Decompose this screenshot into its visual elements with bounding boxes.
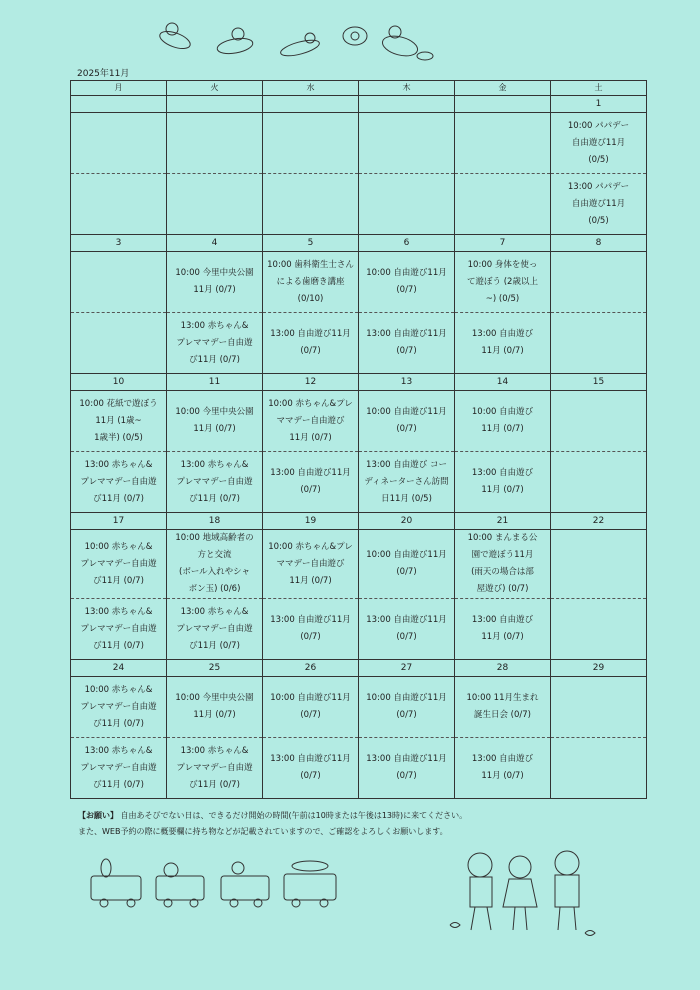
afternoon-slot-cell <box>551 174 647 235</box>
calendar-table <box>70 80 647 799</box>
date-row <box>71 235 647 252</box>
afternoon-slot-cell <box>263 174 359 235</box>
afternoon-slot-cell <box>455 174 551 235</box>
event-text: 13:00 赤ちゃん& プレママデー自由遊 び11月 (0/7) <box>80 606 157 651</box>
event-text: 13:00 赤ちゃん& プレママデー自由遊 び11月 (0/7) <box>176 606 253 651</box>
afternoon-slot-cell <box>455 452 551 513</box>
date-cell: 17 <box>71 513 167 530</box>
date-cell: 21 <box>455 513 551 530</box>
vegetable-carts-illustration <box>86 858 346 908</box>
event-text: 13:00 赤ちゃん& プレママデー自由遊 び11月 (0/7) <box>176 459 253 504</box>
date-cell: 12 <box>263 374 359 391</box>
notes-line-1: 自由あそびでない日は、できるだけ開始の時間(午前は10時または午後は13時)に来てください。 <box>120 811 468 820</box>
weekday-header: 金 <box>455 81 551 96</box>
afternoon-slot-cell <box>71 452 167 513</box>
event-text: 13:00 自由遊び11月 (0/7) <box>270 329 351 356</box>
morning-slot-cell <box>71 530 167 599</box>
afternoon-slot-cell <box>551 313 647 374</box>
weekday-header: 月 <box>71 81 167 96</box>
event-text: 10:00 自由遊び11月 (0/7) <box>270 693 351 720</box>
afternoon-slot-cell <box>167 738 263 799</box>
morning-slot-row <box>71 113 647 174</box>
afternoon-slot-cell <box>359 452 455 513</box>
afternoon-slot-cell <box>359 599 455 660</box>
morning-slot-cell <box>455 530 551 599</box>
event-text: 10:00 赤ちゃん& プレママデー自由遊 び11月 (0/7) <box>80 541 157 586</box>
afternoon-slot-cell <box>263 599 359 660</box>
morning-slot-cell <box>263 530 359 599</box>
afternoon-slot-cell <box>71 738 167 799</box>
event-text: 13:00 自由遊び 11月 (0/7) <box>471 329 534 356</box>
morning-slot-cell <box>263 391 359 452</box>
date-cell: 3 <box>71 235 167 252</box>
morning-slot-cell <box>167 113 263 174</box>
afternoon-slot-cell <box>551 738 647 799</box>
afternoon-slot-row <box>71 452 647 513</box>
morning-slot-cell <box>167 391 263 452</box>
morning-slot-cell <box>71 252 167 313</box>
afternoon-slot-cell <box>359 738 455 799</box>
afternoon-slot-cell <box>551 599 647 660</box>
event-text: 10:00 自由遊び11月 (0/7) <box>366 268 447 295</box>
date-cell <box>359 96 455 113</box>
event-text: 13:00 赤ちゃん& プレママデー自由遊 び11月 (0/7) <box>80 459 157 504</box>
afternoon-slot-row <box>71 313 647 374</box>
morning-slot-cell <box>263 113 359 174</box>
event-text: 10:00 11月生まれ 誕生日会 (0/7) <box>466 693 539 720</box>
date-row <box>71 660 647 677</box>
afternoon-slot-cell <box>359 174 455 235</box>
event-text: 10:00 身体を使っ て遊ぼう (2歳以上 ~) (0/5) <box>467 259 538 304</box>
weekday-header: 土 <box>551 81 647 96</box>
date-cell: 15 <box>551 374 647 391</box>
afternoon-slot-row <box>71 738 647 799</box>
date-cell: 1 <box>551 96 647 113</box>
morning-slot-cell <box>359 677 455 738</box>
date-cell: 27 <box>359 660 455 677</box>
date-row <box>71 96 647 113</box>
date-cell: 18 <box>167 513 263 530</box>
afternoon-slot-cell <box>71 313 167 374</box>
afternoon-slot-cell <box>167 313 263 374</box>
morning-slot-row <box>71 530 647 599</box>
afternoon-slot-cell <box>167 174 263 235</box>
event-text: 10:00 まんまる公 園で遊ぼう11月 (雨天の場合は部 屋遊び) (0/7) <box>467 533 538 594</box>
morning-slot-cell <box>455 113 551 174</box>
afternoon-slot-cell <box>263 313 359 374</box>
event-text: 10:00 自由遊び11月 (0/7) <box>366 407 447 434</box>
afternoon-slot-cell <box>455 738 551 799</box>
event-text: 10:00 自由遊び 11月 (0/7) <box>471 407 534 434</box>
morning-slot-cell <box>359 530 455 599</box>
event-text: 10:00 花紙で遊ぼう 11月 (1歳~ 1歳半) (0/5) <box>79 398 158 443</box>
weekday-header: 木 <box>359 81 455 96</box>
afternoon-slot-cell <box>455 599 551 660</box>
morning-slot-cell <box>167 530 263 599</box>
morning-slot-row <box>71 252 647 313</box>
date-cell: 10 <box>71 374 167 391</box>
afternoon-slot-cell <box>263 738 359 799</box>
date-cell: 14 <box>455 374 551 391</box>
date-row <box>71 513 647 530</box>
event-text: 10:00 今里中央公園 11月 (0/7) <box>175 407 254 434</box>
event-text: 13:00 自由遊び11月 (0/7) <box>270 615 351 642</box>
morning-slot-cell <box>551 677 647 738</box>
event-text: 13:00 赤ちゃん& プレママデー自由遊 び11月 (0/7) <box>80 745 157 790</box>
date-cell: 7 <box>455 235 551 252</box>
morning-slot-cell <box>359 391 455 452</box>
date-cell <box>455 96 551 113</box>
date-cell: 24 <box>71 660 167 677</box>
event-text: 10:00 赤ちゃん&プレ ママデー自由遊び 11月 (0/7) <box>268 398 353 443</box>
morning-slot-cell <box>71 391 167 452</box>
date-cell: 20 <box>359 513 455 530</box>
morning-slot-cell <box>455 252 551 313</box>
date-cell: 11 <box>167 374 263 391</box>
event-text: 13:00 自由遊び11月 (0/7) <box>270 468 351 495</box>
morning-slot-cell <box>551 113 647 174</box>
event-text: 13:00 自由遊び11月 (0/7) <box>270 754 351 781</box>
morning-slot-cell <box>359 252 455 313</box>
morning-slot-cell <box>167 252 263 313</box>
event-text: 10:00 パパデー 自由遊び11月 (0/5) <box>567 120 630 165</box>
morning-slot-cell <box>551 391 647 452</box>
notes-label: 【お願い】 <box>78 811 118 820</box>
event-text: 13:00 自由遊び11月 (0/7) <box>366 754 447 781</box>
event-text: 13:00 自由遊び 11月 (0/7) <box>471 754 534 781</box>
morning-slot-cell <box>551 252 647 313</box>
date-cell: 19 <box>263 513 359 530</box>
afternoon-slot-cell <box>359 313 455 374</box>
date-cell: 8 <box>551 235 647 252</box>
afternoon-slot-cell <box>455 313 551 374</box>
date-cell <box>167 96 263 113</box>
event-text: 13:00 自由遊び 11月 (0/7) <box>471 615 534 642</box>
weekday-header: 水 <box>263 81 359 96</box>
date-cell: 29 <box>551 660 647 677</box>
morning-slot-cell <box>71 677 167 738</box>
afternoon-slot-cell <box>551 452 647 513</box>
date-row <box>71 374 647 391</box>
date-cell: 13 <box>359 374 455 391</box>
afternoon-slot-row <box>71 599 647 660</box>
date-cell <box>71 96 167 113</box>
morning-slot-row <box>71 391 647 452</box>
leaf-characters-illustration <box>150 18 440 64</box>
event-text: 10:00 今里中央公園 11月 (0/7) <box>175 268 254 295</box>
event-text: 13:00 赤ちゃん& プレママデー自由遊 び11月 (0/7) <box>176 745 253 790</box>
weekday-header: 火 <box>167 81 263 96</box>
event-text: 13:00 自由遊び 11月 (0/7) <box>471 468 534 495</box>
afternoon-slot-row <box>71 174 647 235</box>
event-text: 10:00 赤ちゃん& プレママデー自由遊 び11月 (0/7) <box>80 684 157 729</box>
morning-slot-cell <box>71 113 167 174</box>
event-text: 10:00 自由遊び11月 (0/7) <box>366 693 447 720</box>
notes-line-2: また、WEB予約の際に概要欄に持ち物などが記載されていますので、ご確認をよろしくお願いします。 <box>78 827 448 836</box>
weekday-header-row <box>71 81 647 96</box>
event-text: 10:00 歯科衛生士さん による歯磨き講座 (0/10) <box>267 259 354 304</box>
afternoon-slot-cell <box>71 174 167 235</box>
morning-slot-cell <box>455 677 551 738</box>
date-cell: 22 <box>551 513 647 530</box>
afternoon-slot-cell <box>263 452 359 513</box>
event-text: 10:00 地域高齢者の 方と交流 (ボール入れやシャ ボン玉) (0/6) <box>175 533 254 594</box>
morning-slot-cell <box>263 677 359 738</box>
morning-slot-cell <box>263 252 359 313</box>
morning-slot-cell <box>551 530 647 599</box>
event-text: 13:00 パパデー 自由遊び11月 (0/5) <box>567 181 630 226</box>
morning-slot-cell <box>359 113 455 174</box>
event-text: 10:00 赤ちゃん&プレ ママデー自由遊び 11月 (0/7) <box>268 541 353 586</box>
event-text: 10:00 自由遊び11月 (0/7) <box>366 550 447 577</box>
afternoon-slot-cell <box>167 599 263 660</box>
date-cell: 26 <box>263 660 359 677</box>
morning-slot-cell <box>167 677 263 738</box>
date-cell: 6 <box>359 235 455 252</box>
month-title: 2025年11月 <box>77 69 130 79</box>
event-text: 10:00 今里中央公園 11月 (0/7) <box>175 693 254 720</box>
children-playing-illustration <box>445 845 605 940</box>
morning-slot-row <box>71 677 647 738</box>
afternoon-slot-cell <box>71 599 167 660</box>
date-cell <box>263 96 359 113</box>
notes-block <box>78 808 658 840</box>
date-cell: 4 <box>167 235 263 252</box>
event-text: 13:00 赤ちゃん& プレママデー自由遊 び11月 (0/7) <box>176 320 253 365</box>
date-cell: 28 <box>455 660 551 677</box>
event-text: 13:00 自由遊び コー ディネーターさん訪問 日11月 (0/5) <box>364 459 449 504</box>
date-cell: 25 <box>167 660 263 677</box>
afternoon-slot-cell <box>167 452 263 513</box>
date-cell: 5 <box>263 235 359 252</box>
morning-slot-cell <box>455 391 551 452</box>
event-text: 13:00 自由遊び11月 (0/7) <box>366 329 447 356</box>
event-text: 13:00 自由遊び11月 (0/7) <box>366 615 447 642</box>
